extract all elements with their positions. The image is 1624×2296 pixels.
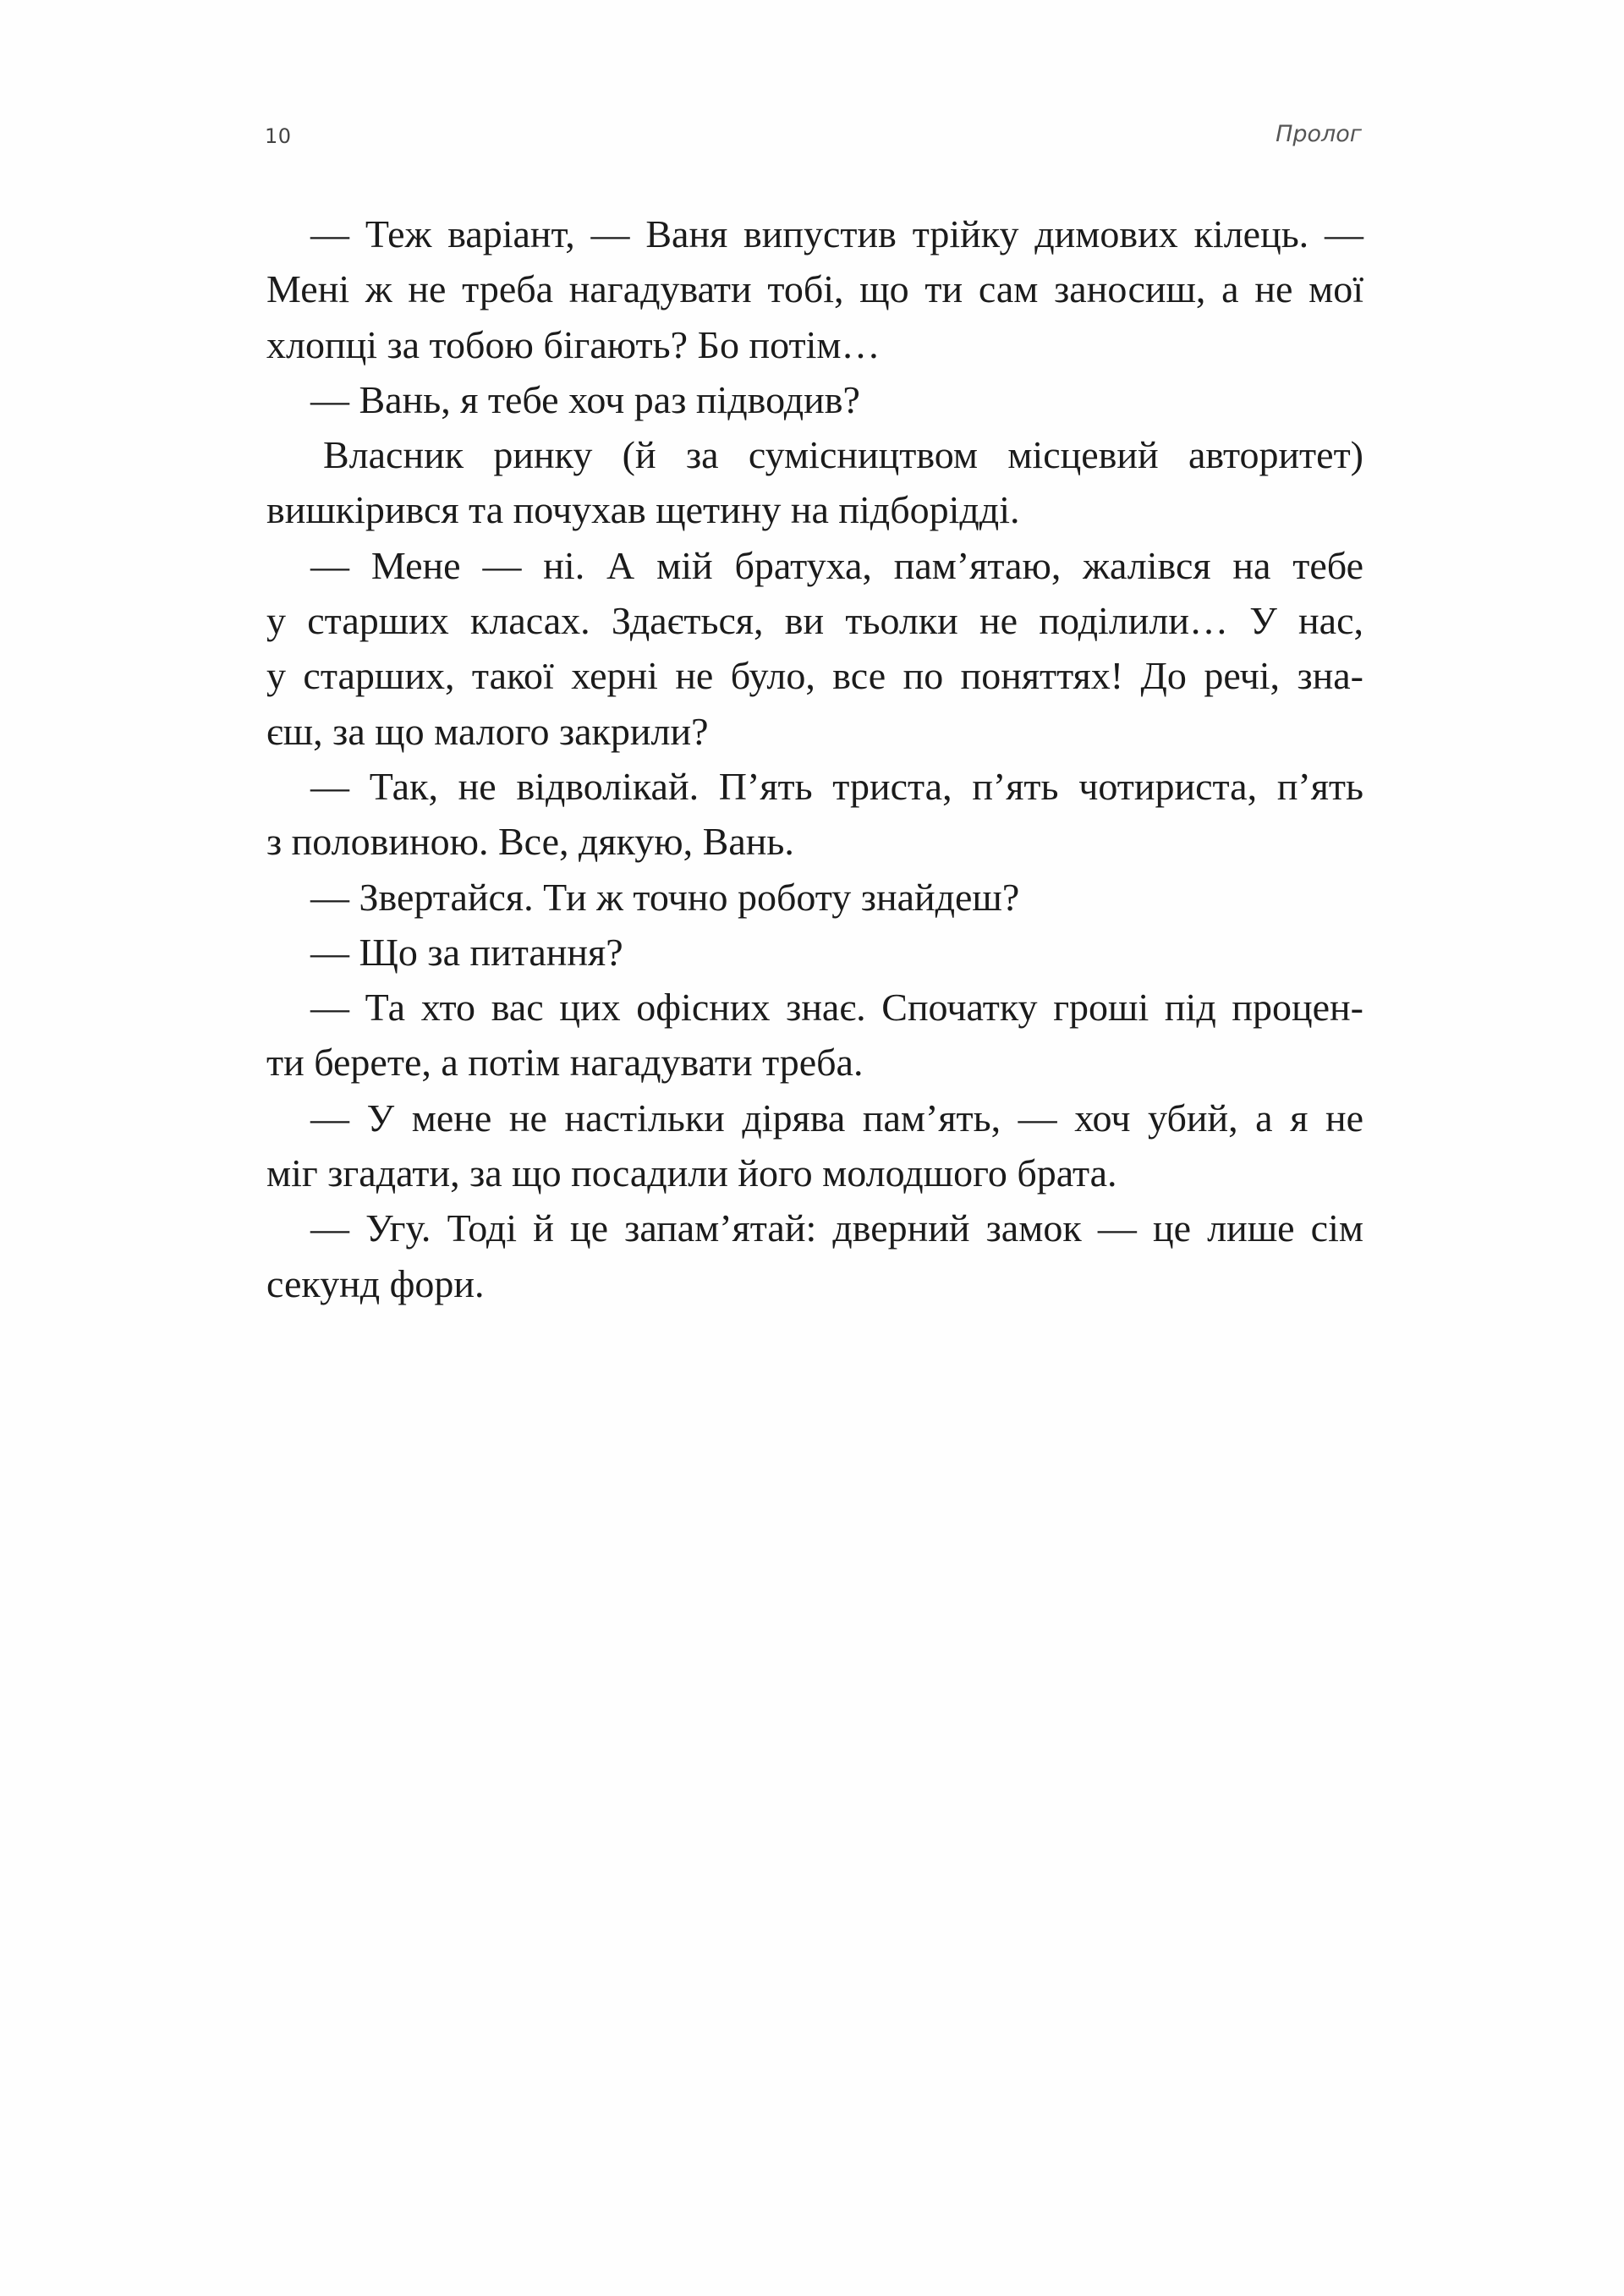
text-line: Мені ж не треба нагадувати тобі, що ти сам заносиш, а не мої xyxy=(266,267,1363,311)
page-number: 10 xyxy=(265,124,292,148)
text-line: вишкірився та почухав щетину на підборідді. xyxy=(266,488,1020,532)
text-line: Власник ринку (й за сумісництвом місцевий авторитет) xyxy=(323,433,1363,477)
text-line: секунд фори. xyxy=(266,1261,485,1305)
text-line: у старших, такої херні не було, все по поняттях! До речі, зна- xyxy=(266,654,1363,698)
text-line: — Звертайся. Ти ж точно роботу знайдеш? xyxy=(310,875,1020,919)
text-line: — У мене не настільки дірява пам’ять, — хоч убий, а я не xyxy=(310,1096,1363,1140)
chapter-title: Пролог xyxy=(1276,121,1362,147)
text-line: міг згадати, за що посадили його молодшого брата. xyxy=(266,1151,1117,1195)
body-text xyxy=(266,206,1363,1311)
running-head xyxy=(265,118,1362,152)
text-line: — Що за питання? xyxy=(310,930,623,974)
text-line: — Теж варіант, — Ваня випустив трійку димових кілець. — xyxy=(310,212,1363,255)
text-line: у старших класах. Здається, ви тьолки не поділили… У нас, xyxy=(266,599,1363,643)
text-line: ти берете, а потім нагадувати треба. xyxy=(266,1041,864,1085)
text-line: — Вань, я тебе хоч раз підводив? xyxy=(310,377,860,421)
text-line: з половиною. Все, дякую, Вань. xyxy=(266,820,794,864)
text-line: — Угу. Тоді й це запам’ятай: дверний замок — це лише сім xyxy=(310,1206,1363,1250)
text-line: — Та хто вас цих офісних знає. Спочатку гроші під процен- xyxy=(310,986,1363,1030)
text-line: — Так, не відволікай. П’ять триста, п’ять чотириста, п’ять xyxy=(310,764,1363,808)
text-line: хлопці за тобою бігають? Бо потім… xyxy=(266,322,881,366)
text-line: — Мене — ні. А мій братуха, пам’ятаю, жалівся на тебе xyxy=(310,543,1363,587)
text-line: єш, за що малого закрили? xyxy=(266,709,709,753)
